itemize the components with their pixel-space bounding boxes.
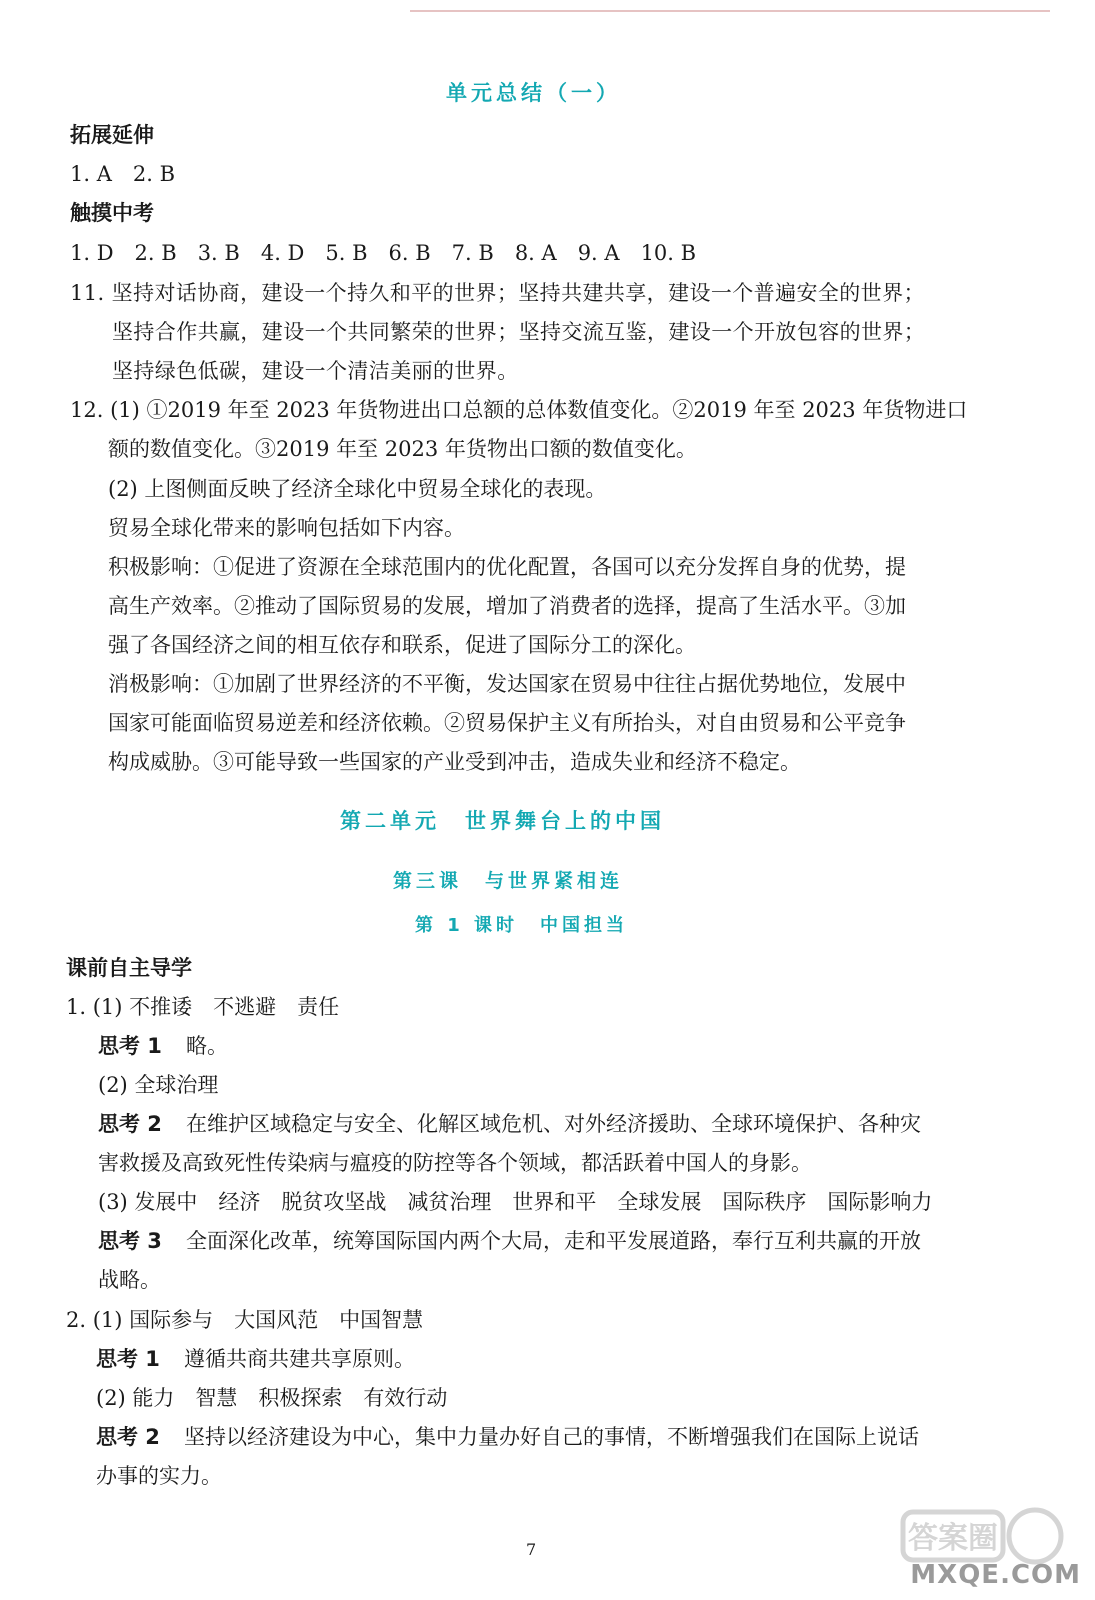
- q12-line: 积极影响：①促进了资源在全球范围内的优化配置，各国可以充分发挥自身的优势，提: [108, 555, 906, 579]
- lesson-title: 第三课 与世界紧相连: [393, 870, 624, 892]
- think-text: 害救援及高致死性传染病与瘟疫的防控等各个领域，都活跃着中国人的身影。: [98, 1151, 812, 1175]
- q12-line: 12. (1) ①2019 年至 2023 年货物进出口总额的总体数值变化。②2019 年至 2023 年货物进口: [70, 398, 968, 422]
- think-text: 坚持以经济建设为中心，集中力量办好自己的事情，不断增强我们在国际上说话: [184, 1425, 919, 1449]
- q12-line: (2) 上图侧面反映了经济全球化中贸易全球化的表现。: [108, 477, 607, 501]
- exam-answers: 1. D 2. B 3. B 4. D 5. B 6. B 7. B 8. A 9. A 10. B: [70, 241, 697, 265]
- extend-heading: 拓展延伸: [70, 123, 154, 147]
- period-title: 第 1 课时 中国担当: [415, 915, 629, 936]
- q1-part3: (3) 发展中 经济 脱贫攻坚战 减贫治理 世界和平 全球发展 国际秩序 国际影响力: [98, 1190, 933, 1214]
- extend-answers: 1. A 2. B: [70, 162, 176, 186]
- top-rule: [410, 10, 1050, 12]
- think-label: 思考 1: [96, 1347, 160, 1371]
- unit-summary-title: 单元总结（一）: [446, 81, 621, 105]
- q12-line: 构成威胁。③可能导致一些国家的产业受到冲击，造成失业和经济不稳定。: [108, 750, 801, 774]
- think-label: 思考 2: [96, 1425, 160, 1449]
- q12-line: 国家可能面临贸易逆差和经济依赖。②贸易保护主义有所抬头，对自由贸易和公平竞争: [108, 711, 906, 735]
- q2-part2: (2) 能力 智慧 积极探索 有效行动: [96, 1386, 448, 1410]
- q1-part2: (2) 全球治理: [98, 1073, 219, 1097]
- preview-heading: 课前自主导学: [66, 956, 192, 980]
- q12-line: 额的数值变化。③2019 年至 2023 年货物出口额的数值变化。: [108, 437, 697, 461]
- think-label: 思考 3: [98, 1229, 162, 1253]
- think-text: 在维护区域稳定与安全、化解区域危机、对外经济援助、全球环境保护、各种灾: [186, 1112, 921, 1136]
- think-label: 思考 1: [98, 1034, 162, 1058]
- q12-line: 强了各国经济之间的相互依存和联系，促进了国际分工的深化。: [108, 633, 696, 657]
- q11-line: 坚持合作共赢，建设一个共同繁荣的世界；坚持交流互鉴，建设一个开放包容的世界；: [112, 320, 926, 344]
- q11-line: 11. 坚持对话协商，建设一个持久和平的世界；坚持共建共享，建设一个普遍安全的世界；: [70, 281, 925, 305]
- unit2-title: 第二单元 世界舞台上的中国: [340, 809, 665, 833]
- watermark-logo-text: 答案圈: [908, 1521, 998, 1556]
- q12-line: 贸易全球化带来的影响包括如下内容。: [108, 516, 465, 540]
- think-text: 全面深化改革，统筹国际国内两个大局，走和平发展道路，奉行互利共赢的开放: [186, 1229, 921, 1253]
- watermark-text: MXQE.COM: [910, 1560, 1081, 1590]
- think-text: 遵循共商共建共享原则。: [184, 1347, 415, 1371]
- think-text: 略。: [186, 1034, 228, 1058]
- page-number: 7: [526, 1540, 537, 1559]
- think-text: 战略。: [98, 1268, 161, 1292]
- q2-part1: 2. (1) 国际参与 大国风范 中国智慧: [66, 1308, 424, 1332]
- q12-line: 消极影响：①加剧了世界经济的不平衡，发达国家在贸易中往往占据优势地位，发展中: [108, 672, 906, 696]
- think-text: 办事的实力。: [96, 1464, 222, 1488]
- q12-line: 高生产效率。②推动了国际贸易的发展，增加了消费者的选择，提高了生活水平。③加: [108, 594, 906, 618]
- q11-line: 坚持绿色低碳，建设一个清洁美丽的世界。: [112, 359, 519, 383]
- q1-part1: 1. (1) 不推诿 不逃避 责任: [66, 995, 340, 1019]
- exam-heading: 触摸中考: [70, 201, 154, 225]
- think-label: 思考 2: [98, 1112, 162, 1136]
